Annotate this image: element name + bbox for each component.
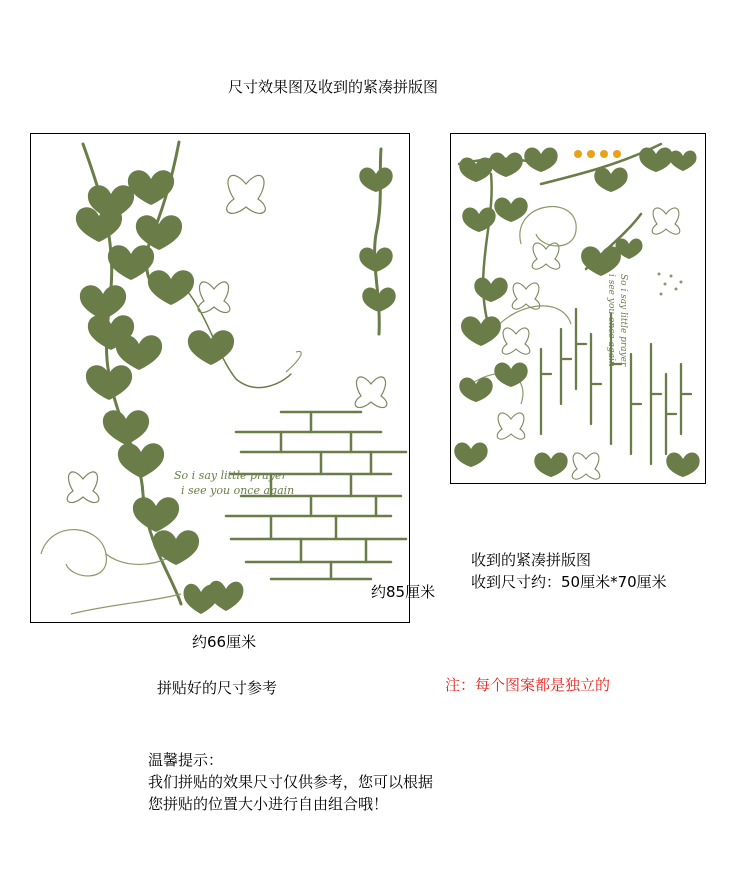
compact-layout-panel <box>450 133 706 484</box>
left-caption-line2: i see you once again <box>181 484 295 497</box>
vine-wall-illustration <box>31 134 409 622</box>
assembled-size-reference: 拼贴好的尺寸参考 <box>157 679 278 697</box>
right-caption-line2: i see you once again <box>606 274 616 367</box>
left-caption-line1: So i say little prayer <box>174 469 287 482</box>
independent-pattern-note: 注：每个图案都是独立的 <box>445 676 611 694</box>
received-size-label: 收到尺寸约：50厘米*70厘米 <box>471 573 667 591</box>
tips-line-1: 我们拼贴的效果尺寸仅供参考，您可以根据 <box>148 773 434 791</box>
compact-layout-label: 收到的紧凑拼版图 <box>471 551 592 569</box>
height-label: 约85厘米 <box>371 583 436 601</box>
right-caption-line1: So i say little prayer <box>618 274 628 367</box>
page-title: 尺寸效果图及收到的紧凑拼版图 <box>228 78 439 96</box>
tips-heading: 温馨提示： <box>148 751 224 769</box>
tips-line-2: 您拼贴的位置大小进行自由组合哦！ <box>148 795 389 813</box>
width-label: 约66厘米 <box>192 633 257 651</box>
logo-marks <box>574 150 621 158</box>
assembled-effect-panel <box>30 133 410 623</box>
compact-layout-illustration <box>451 134 705 483</box>
small-dots-cluster <box>658 273 683 296</box>
